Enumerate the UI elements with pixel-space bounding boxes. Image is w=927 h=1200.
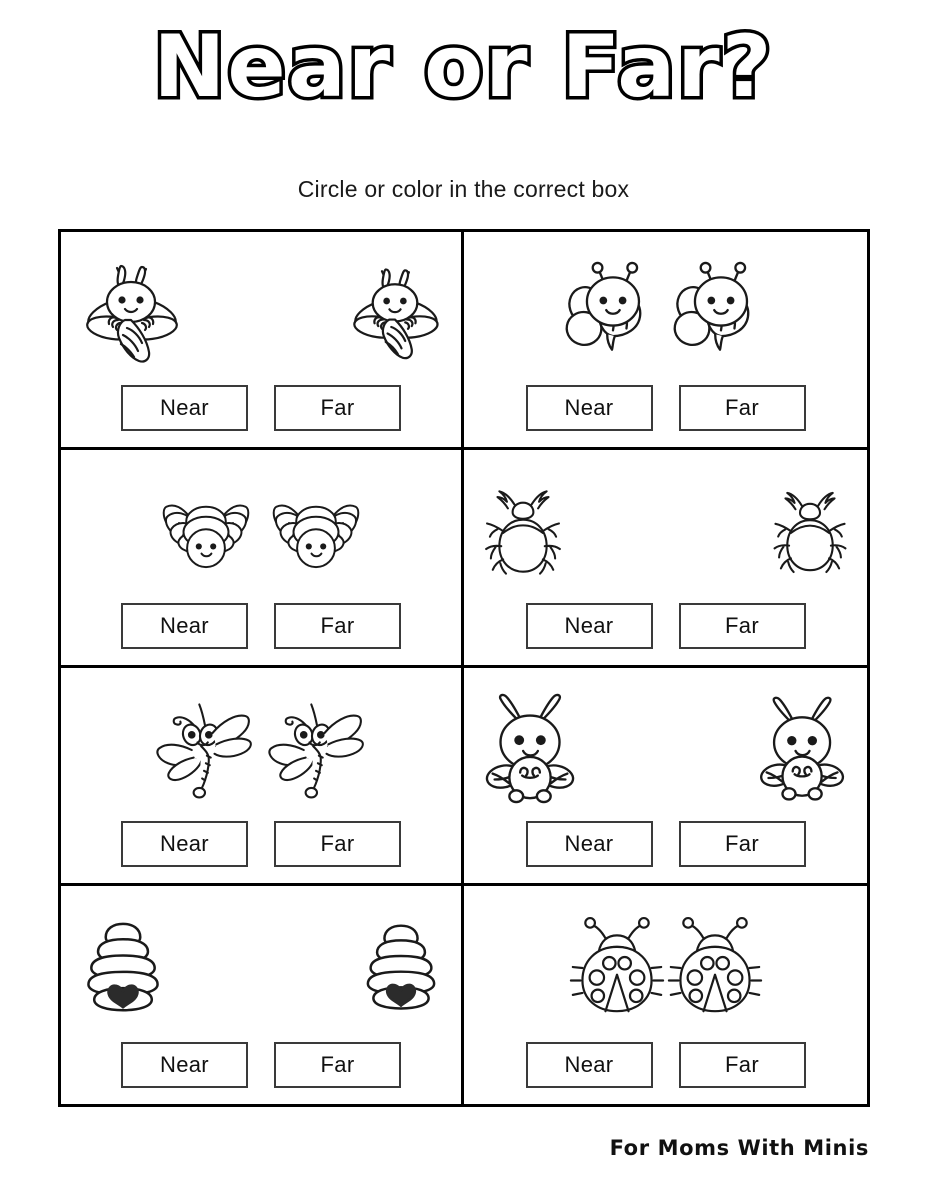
answer-box-near[interactable]: Near <box>526 821 653 867</box>
answer-row <box>464 1042 867 1088</box>
answer-box-near[interactable]: Near <box>121 385 248 431</box>
beehive-icon <box>355 918 447 1018</box>
beehive-icon <box>75 916 171 1020</box>
spider-icon <box>152 484 260 580</box>
worksheet-cell-7 <box>61 886 464 1104</box>
ladybug-icon <box>667 913 763 1023</box>
answer-box-far[interactable]: Far <box>679 821 806 867</box>
worksheet-cell-8 <box>464 886 867 1104</box>
worksheet-cell-3 <box>61 450 464 668</box>
answer-row <box>61 385 461 431</box>
spider-icon <box>262 484 370 580</box>
answer-box-far[interactable]: Far <box>679 603 806 649</box>
dragonfly-icon <box>262 696 372 804</box>
illustration-group-bees <box>464 238 867 390</box>
answer-row <box>61 603 461 649</box>
footer-brand: For Moms With Minis <box>609 1136 869 1160</box>
answer-box-far[interactable]: Far <box>679 1042 806 1088</box>
ant-icon <box>753 694 853 806</box>
worksheet-cell-6 <box>464 668 867 886</box>
answer-box-near[interactable]: Near <box>121 1042 248 1088</box>
page-instructions: Circle or color in the correct box <box>297 176 630 202</box>
illustration-group-ladybugs <box>464 892 867 1044</box>
ant-icon <box>478 691 584 809</box>
beetle-icon <box>478 480 568 584</box>
worksheet-cell-5 <box>61 668 464 886</box>
firefly-icon <box>343 262 447 366</box>
beetle-icon <box>767 482 853 582</box>
worksheet-cell-2 <box>464 232 867 450</box>
answer-box-near[interactable]: Near <box>526 385 653 431</box>
worksheet-cell-1 <box>61 232 464 450</box>
illustration-group-beehives <box>61 892 461 1044</box>
answer-box-near[interactable]: Near <box>526 603 653 649</box>
answer-row <box>61 821 461 867</box>
answer-box-near[interactable]: Near <box>121 603 248 649</box>
bee-icon <box>667 261 773 367</box>
illustration-group-dragonflies <box>61 674 461 826</box>
answer-box-far[interactable]: Far <box>274 821 401 867</box>
illustration-group-fireflies <box>61 238 461 390</box>
illustration-group-ants <box>464 674 867 826</box>
firefly-icon <box>75 258 187 370</box>
answer-box-far[interactable]: Far <box>679 385 806 431</box>
answer-box-near[interactable]: Near <box>121 821 248 867</box>
answer-row <box>61 1042 461 1088</box>
answer-row <box>464 603 867 649</box>
bee-icon <box>559 261 665 367</box>
worksheet-grid <box>58 229 870 1107</box>
page-title: Near or Far? <box>153 17 774 117</box>
answer-row <box>464 385 867 431</box>
answer-box-near[interactable]: Near <box>526 1042 653 1088</box>
dragonfly-icon <box>150 696 260 804</box>
answer-box-far[interactable]: Far <box>274 1042 401 1088</box>
illustration-group-spiders <box>61 456 461 608</box>
answer-box-far[interactable]: Far <box>274 385 401 431</box>
worksheet-cell-4 <box>464 450 867 668</box>
answer-box-far[interactable]: Far <box>274 603 401 649</box>
illustration-group-beetles <box>464 456 867 608</box>
answer-row <box>464 821 867 867</box>
ladybug-icon <box>569 913 665 1023</box>
